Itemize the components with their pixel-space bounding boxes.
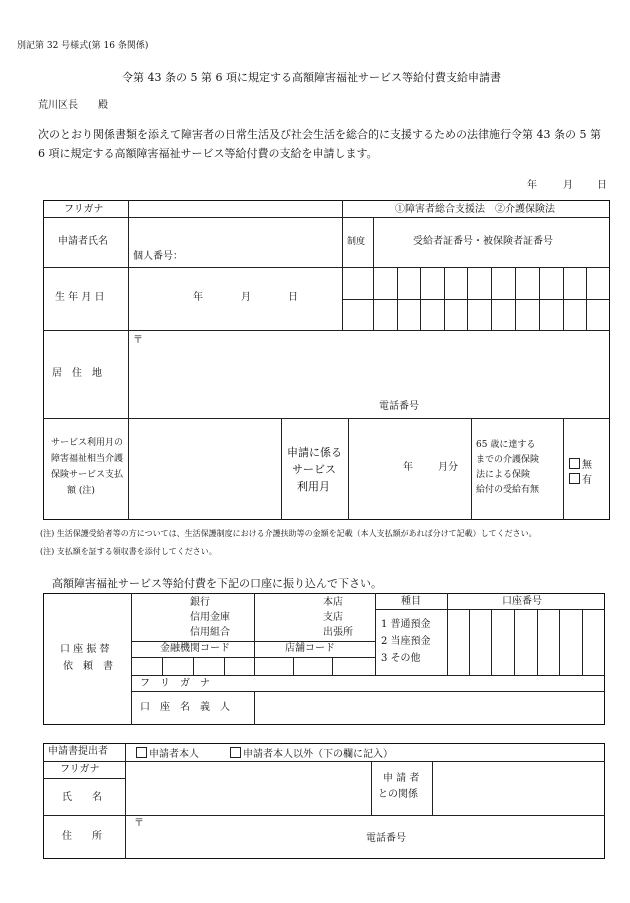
birth-year[interactable]: 年	[193, 292, 203, 303]
account-number-header: 口座番号	[502, 596, 542, 607]
bank-label-2: 依 頼 書	[63, 661, 113, 672]
service-amount-label-1: サービス利用月の	[51, 438, 124, 448]
date-day[interactable]: 日	[597, 180, 607, 191]
account-type-2[interactable]: 2 当座預金	[381, 636, 431, 647]
addressee: 荒川区長 殿	[38, 100, 108, 111]
application-statement: 次のとおり関係書類を添えて障害者の日常生活及び社会生活を総合的に支援するための法律施行令第 43 条の 5 第 6 項に規定する高額障害福祉サービス等給付費の支給を申請します。	[38, 128, 601, 160]
document-title: 令第 43 条の 5 第 6 項に規定する高額障害福祉サービス等給付費支給申請書	[122, 71, 501, 84]
service-month-label-2: サービス	[292, 463, 336, 476]
postal-mark: 〒	[133, 335, 143, 346]
date-month[interactable]: 月	[563, 180, 573, 191]
account-type-header: 種目	[401, 596, 421, 607]
age65-label-4: 給付の受給有無	[476, 485, 540, 495]
option-none-label: 無	[582, 460, 592, 471]
address-label: 居 住 地	[52, 368, 102, 379]
branch-type-office[interactable]: 出張所	[323, 627, 353, 638]
submitter-postal-mark: 〒	[134, 818, 144, 829]
bank-intro: 高額障害福祉サービス等給付費を下記の口座に振り込んで下さい。	[52, 577, 382, 590]
system-label: 制度	[347, 237, 366, 247]
note-1: (注) 生活保護受給者等の方については、生活保護制度における介護扶助等の金額を記載（本人支払額があれば分けて記載）してください。	[40, 529, 537, 538]
checkbox-self[interactable]	[136, 747, 147, 758]
law-options[interactable]: ①障害者総合支援法 ②介護保険法	[395, 204, 555, 215]
recipient-number-label: 受給者証番号・被保険者証番号	[413, 236, 553, 247]
account-type-3[interactable]: 3 その他	[381, 653, 421, 664]
submitter-other[interactable]	[230, 747, 393, 760]
applicant-name-label: 申請者氏名	[58, 236, 108, 247]
service-month-label-3: 利用月	[297, 480, 330, 493]
submitter-label: 申請書提出者	[48, 746, 108, 757]
phone-label: 電話番号	[379, 401, 419, 412]
furigana-label: フリガナ	[64, 204, 104, 215]
age65-label-1: 65 歳に達する	[476, 440, 536, 450]
submitter-address-label: 住 所	[62, 831, 102, 842]
service-amount-label-2: 障害福祉相当介護	[51, 454, 124, 464]
birth-month[interactable]: 月	[241, 292, 251, 303]
relation-label-1: 申 請 者	[383, 773, 420, 784]
submitter-self-label: 申請者本人	[149, 749, 199, 760]
bank-type-shinkin[interactable]: 信用金庫	[190, 612, 230, 623]
date-year[interactable]: 年	[527, 180, 537, 191]
service-amount-label-4: 額 (注)	[67, 486, 95, 496]
age65-label-3: 法による保険	[476, 470, 531, 480]
branch-type-main[interactable]: 本店	[323, 597, 343, 608]
submitter-phone-label: 電話番号	[366, 833, 406, 844]
checkbox-none[interactable]	[569, 458, 580, 469]
age65-label-2: までの介護保険	[476, 455, 540, 465]
option-yes-label: 有	[582, 475, 592, 486]
branch-type-branch[interactable]: 支店	[323, 612, 343, 623]
submitter-name-label: 氏 名	[62, 792, 102, 803]
service-amount-label-3: 保険サービス支払	[51, 470, 124, 480]
birth-day[interactable]: 日	[288, 292, 298, 303]
service-month-label-1: 申請に係る	[287, 446, 342, 459]
checkbox-yes[interactable]	[569, 473, 580, 484]
service-year[interactable]: 年	[403, 462, 413, 473]
bank-label-1: 口 座 振 替	[60, 644, 110, 655]
bank-type-kumiai[interactable]: 信用組合	[190, 627, 230, 638]
option-none[interactable]	[569, 458, 592, 471]
personal-number-label: 個人番号：	[133, 251, 183, 262]
form-number: 別記第 32 号様式(第 16 条関係)	[17, 41, 149, 51]
option-yes[interactable]	[569, 473, 592, 486]
birthdate-label: 生 年 月 日	[55, 292, 105, 303]
account-holder-label: 口 座 名 義 人	[140, 702, 230, 713]
relation-label-2: との関係	[378, 789, 418, 800]
bank-code-label: 金融機関コード	[160, 643, 230, 654]
account-furigana-label: フ リ ガ ナ	[140, 678, 210, 689]
submitter-self[interactable]	[136, 747, 199, 760]
bank-type-bank[interactable]: 銀行	[190, 597, 210, 608]
submitter-furigana-label: フリガナ	[60, 764, 100, 775]
account-type-1[interactable]: 1 普通預金	[381, 619, 431, 630]
submitter-other-label: 申請者本人以外（下の欄に記入）	[243, 749, 393, 760]
service-month[interactable]: 月分	[438, 462, 458, 473]
checkbox-other[interactable]	[230, 747, 241, 758]
branch-code-label: 店舗コード	[285, 643, 335, 654]
note-2: (注) 支払額を証する領収書を添付してください。	[40, 547, 217, 556]
